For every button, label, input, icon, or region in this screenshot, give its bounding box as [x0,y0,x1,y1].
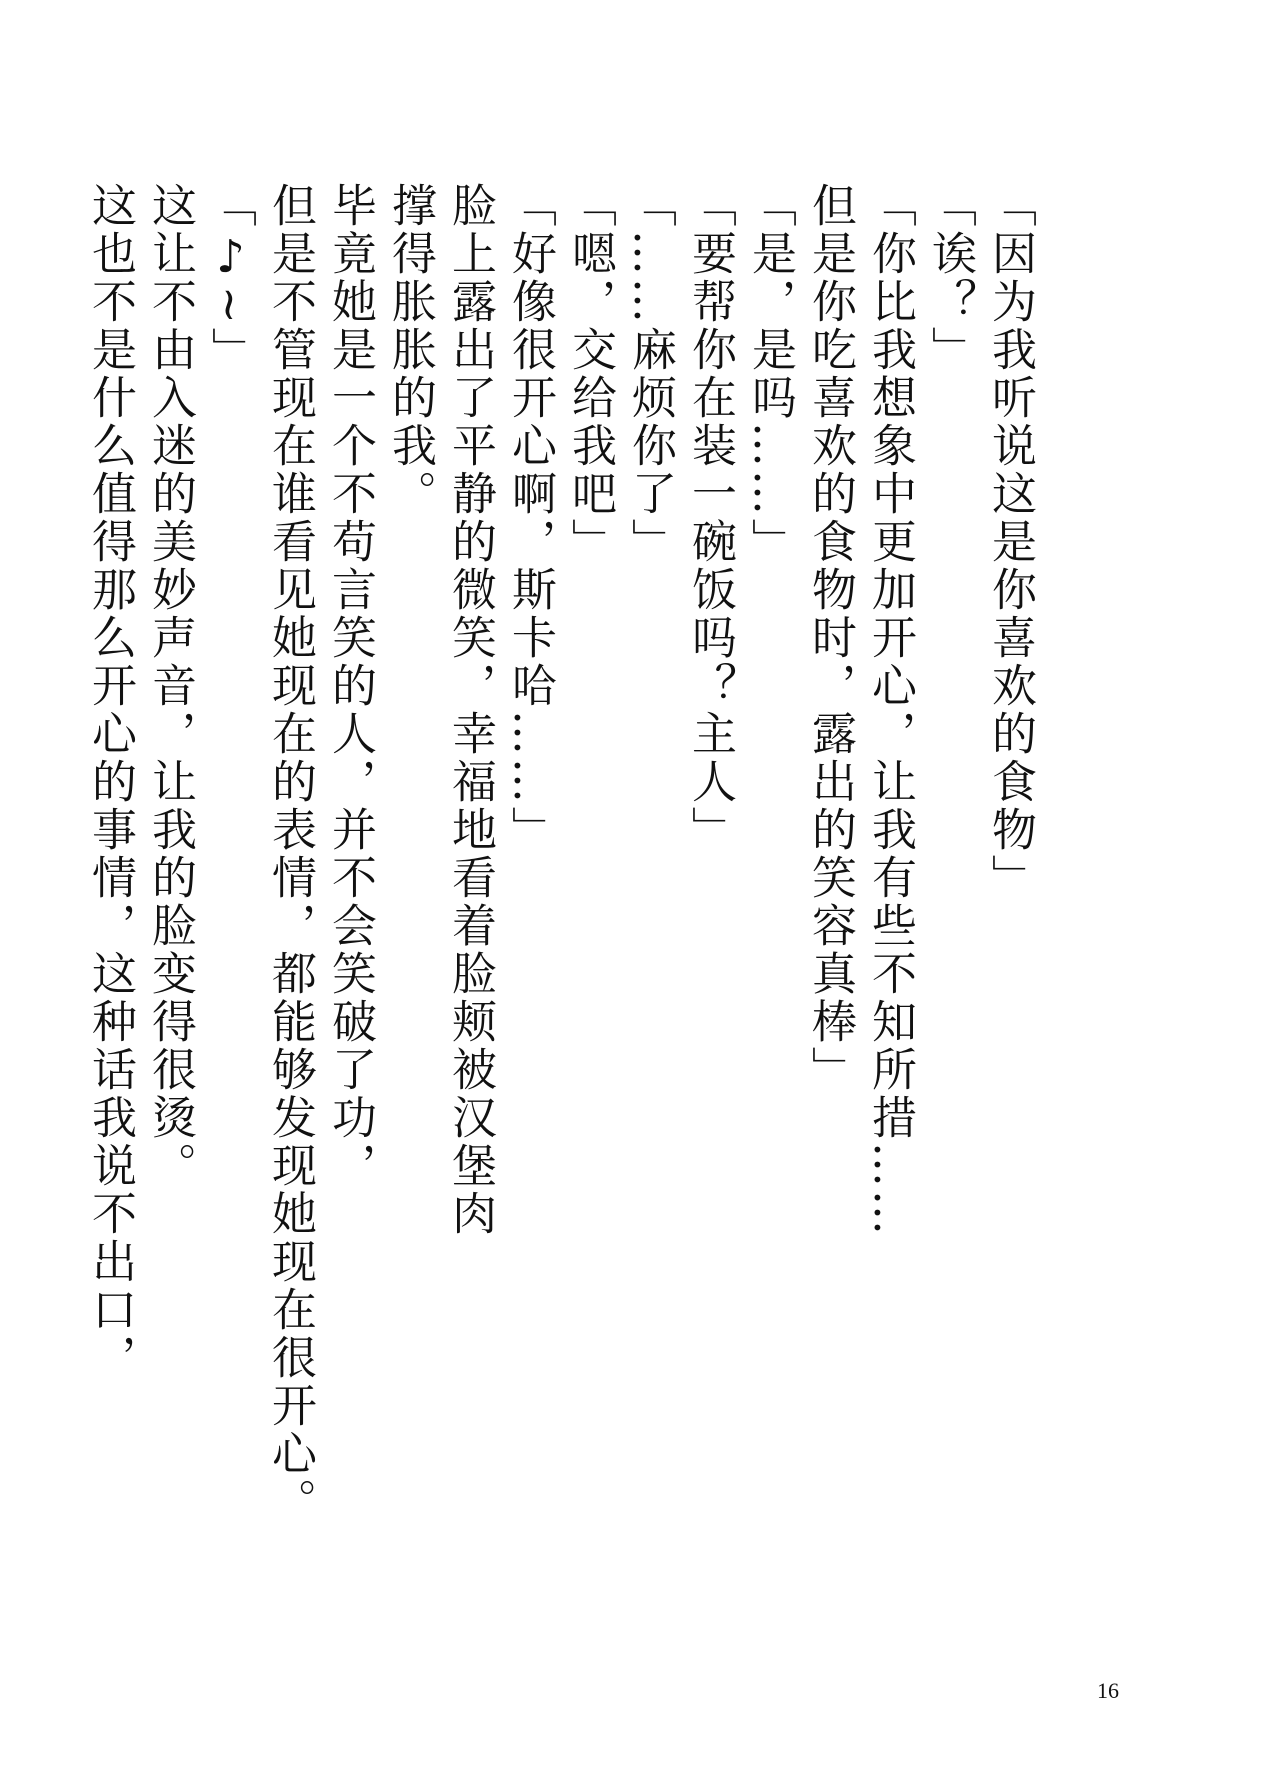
page-number: 16 [1097,1678,1119,1703]
text-line: 「♪~」 [204,182,257,375]
text-line: 撑得胀胀的我。 [384,182,437,518]
text-line: 「因为我听说这是你喜欢的食物」 [984,182,1037,902]
text-line: 毕竟她是一个不苟言笑的人，并不会笑破了功， [324,182,377,1190]
vertical-text-body [80,182,1040,1526]
text-line: 「要帮你在装一碗饭吗？主人」 [684,182,737,854]
text-line: 但是你吃喜欢的食物时，露出的笑容真棒」 [804,182,857,1094]
text-line: 「是，是吗……」 [744,182,797,566]
text-line: 脸上露出了平静的微笑，幸福地看着脸颊被汉堡肉 [444,182,497,1238]
text-line: 但是不管现在谁看见她现在的表情，都能够发现她现在很开心。 [264,182,317,1526]
text-line: 「诶？」 [924,182,977,374]
text-line: 这让不由入迷的美妙声音，让我的脸变得很烫。 [144,182,197,1190]
text-line: 「你比我想象中更加开心，让我有些不知所措…… [864,182,917,1238]
text-line: 这也不是什么值得那么开心的事情，这种话我说不出口， [84,182,137,1382]
text-line: 「嗯，交给我吧」 [564,182,617,566]
text-line: 「……麻烦你了」 [624,182,677,566]
text-line: 「好像很开心啊，斯卡哈……」 [504,182,557,854]
